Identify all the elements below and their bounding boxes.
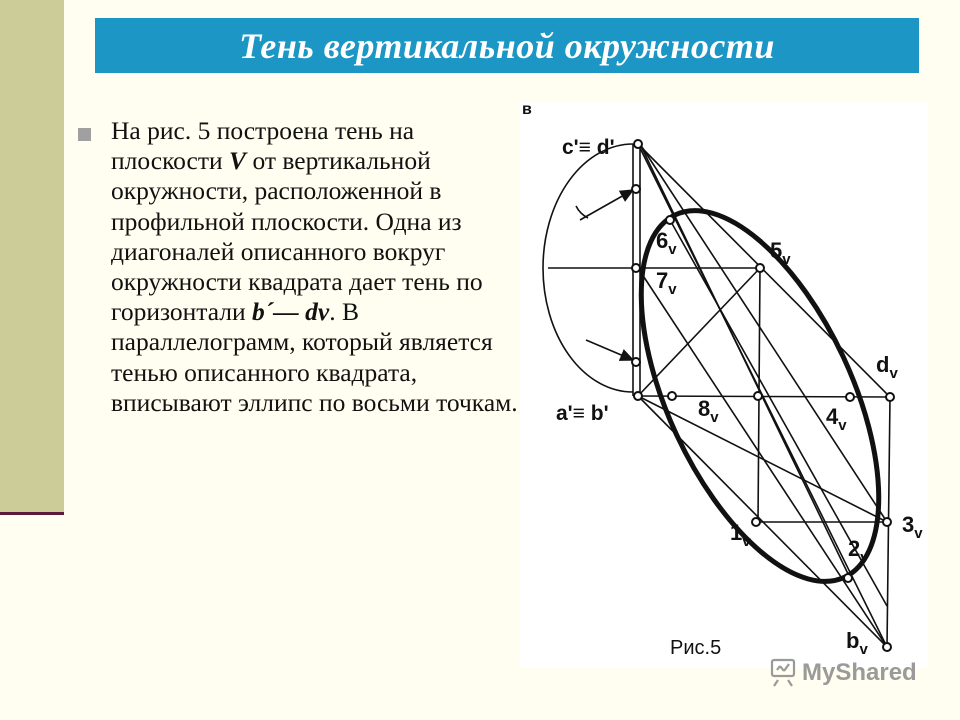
body-text-emphasis-plane: V <box>229 146 247 176</box>
label-point-4: $4_v$ <box>826 404 847 434</box>
label-b: в <box>522 102 532 118</box>
sidebar-decoration <box>0 0 64 515</box>
construction-drawing <box>520 102 928 668</box>
presentation-board-icon <box>768 652 928 694</box>
body-text-emphasis-horizontal: b´— dv <box>252 297 330 327</box>
label-a-b: a'≡ b' <box>556 402 609 425</box>
figure-caption: Рис.5 <box>670 637 722 659</box>
label-point-3: $3_v$ <box>902 512 923 542</box>
construction-lines <box>543 144 890 647</box>
label-point-2: $2_v$ <box>848 536 869 566</box>
label-point-8: $8_v$ <box>698 396 719 426</box>
label-point-bv: $b_v$ <box>846 628 868 658</box>
label-point-dv: $d_v$ <box>876 352 898 382</box>
body-text-part-1: На рис. 5 построена тень на плоскости <box>111 116 415 176</box>
label-c-d: c'≡ d' <box>562 136 615 159</box>
watermark-text: MyShared <box>802 659 917 686</box>
body-text-part-3: . В параллелограмм, который является тенью описанного квадрата, вписывают эллипс по восьми точкам. <box>111 297 518 417</box>
body-text-part-2: от вертикальной окружности, расположенной в профильной плоскости. Одна из диагоналей описанного вокруг окружности квадрата дает тень по горизонтали <box>111 146 483 327</box>
label-point-6: $6_v$ <box>656 228 677 258</box>
bullet-square-icon <box>78 128 91 141</box>
label-point-1: $1_v$ <box>730 520 751 550</box>
watermark <box>768 652 928 694</box>
label-point-5: $5_v$ <box>770 238 791 268</box>
slide-title: Тень вертикальной окружности <box>239 25 775 66</box>
label-point-7: $7_v$ <box>656 268 677 298</box>
body-paragraph <box>111 116 531 418</box>
figure-shadow-construction <box>520 102 928 668</box>
slide-title-bar <box>95 18 919 73</box>
